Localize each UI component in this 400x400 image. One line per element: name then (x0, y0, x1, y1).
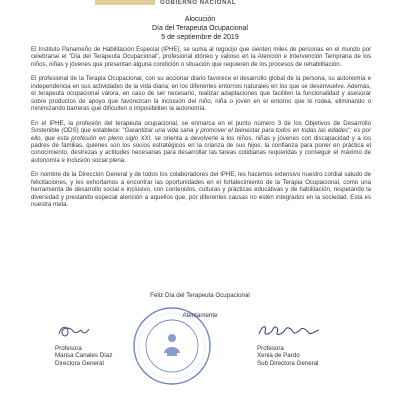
signature-scribble-right (255, 322, 325, 340)
paragraph-3-quote: "Garantizar una vida sana y promover el bienestar para todos en todas las edades"; es por ello, que esta profesión en pleno siglo XXI, (31, 127, 371, 142)
paragraph-1: El Instituto Panameño de Habilitación Especial (IPHE), se suma al regocijo que sienten miles de personas en el mundo por celebrarse el "Día del Terapeuta Ocupacional", profesional idóneo y valioso en la Atención e Intervención Temprana de los niños, niñas y jóvenes que presentan alguna condición o situación que requieren de los procesos de rehabilitación. (31, 46, 371, 68)
speech-body (31, 46, 371, 216)
government-header: GOBIERNO NACIONAL (160, 0, 237, 6)
paragraph-4: En nombre de la Dirección General y de todos los colaboradores del IPHE, les hacemos extensivo nuestro cordial saludo de felicitaciones, y les exhortamos a encontrar las oportunidades en el fortalecimiento de la Terapia Ocupacional, como una herramienta de desarrollo social e inclusivo, con contenidos, culturas y prácticas educativas y de habilitación, respetando la diversidad y prestando especial atención a aquellos que, por diferentes causas no estén integrados en la sociedad. Esta es nuestra meta. (31, 171, 371, 209)
header-logo-strip (95, 0, 155, 5)
title-alocucion: Alocución (184, 16, 216, 23)
signature-right (255, 322, 365, 367)
signatory-right-title: Sub Directora General (257, 359, 319, 367)
paragraph-3-rest: se orienta a devolverle a los niños, niñas y jóvenes con discapacidad y a los padres de familias, quienes son los socios estratégicos en la crianza de sus hijos, la confianza para poner en práctica el conocimiento, destrezas y actitudes necesarias para desarrollar las tareas cotidianas requeridas y conseguir el máximo de autonomía e inclusión social plena. (31, 134, 371, 164)
paragraph-2: El profesional de la Terapia Ocupacional, con su accionar diario favorece el desarrollo global de la persona, su autonomía e independencia en sus actividades de la vida diaria; en los diferentes entornos naturales en los que se desenvuelve. Además, el terapeuta ocupacional valora, en caso de ser necesario, realizar adaptaciones que faciliten la funcionalidad y asesorar sobre productos de apoyo que favorezcan la inclusión del niño, niña o joven en el entorno que lo rodea, eliminando o minimizando barreras que dificulten o imposibiliten la autonomía. (31, 75, 371, 113)
signatory-left-role: Profesora (55, 345, 82, 352)
title-date: 5 de septiembre de 2019 (161, 34, 239, 41)
paragraph-3-intro: En el IPHE, la profesión del terapeuta ocupacional, se enmarca en el punto número 3 de los Objetivos de Desarrollo Sostenible (ODS) que establece: (31, 119, 371, 135)
signatory-right-role: Profesora (257, 345, 284, 352)
atentamente-label: Atentamente (182, 312, 218, 319)
signatory-left-name: Marisa Canales Díaz (55, 352, 113, 360)
closing-line: Feliz Día del Terapeuta Ocupacional (150, 292, 250, 299)
official-seal (131, 305, 213, 387)
title-block (0, 15, 400, 42)
signatory-left-title: Directora General (55, 359, 104, 367)
paragraph-3 (31, 120, 371, 165)
signature-scribble-left (55, 322, 95, 340)
title-occasion: Día del Terapeuta Ocupacional (152, 25, 248, 32)
signatory-right-name: Xenia de Pardo (257, 352, 300, 360)
